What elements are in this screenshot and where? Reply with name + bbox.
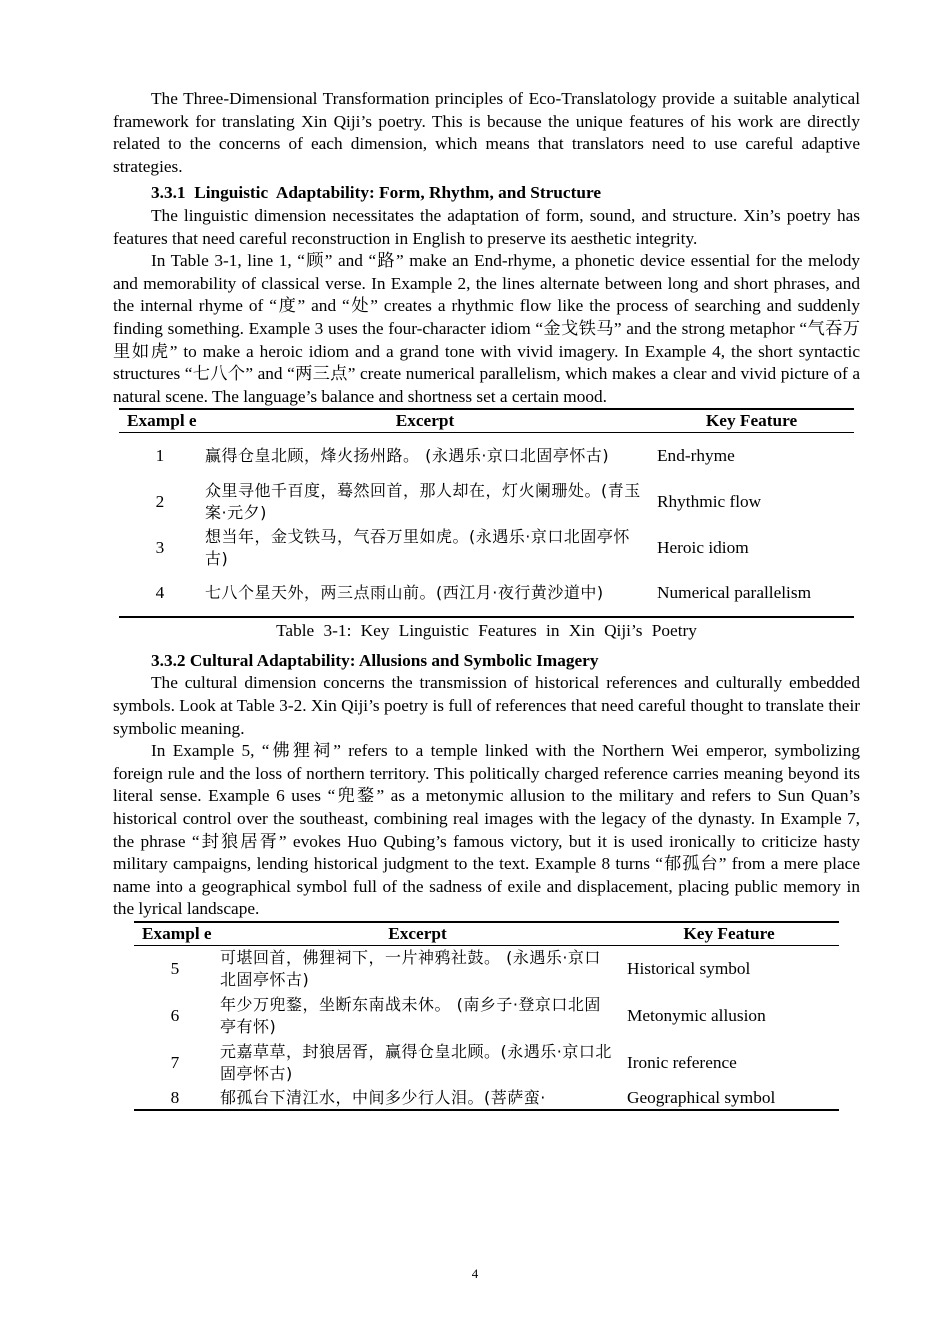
row-number: 6 — [170, 1005, 180, 1025]
cultural-paragraph-2: In Example 5, “佛狸祠” refers to a temple linked with the Northern Wei emperor, symbolizing foreign rule and the loss of northern territory. This politically charged reference carries meaning beyond its literal sense. Example 6 uses “兜鍪” as a metonymic allusion to the military and refers to Sun Quan’s historical control over the southeast, combining real images with the legacy of the dynasty. In Example 7, the phrase “封狼居胥” evokes Huo Qubing’s famous victory, but it is used ironically to criticize hasty military campaigns, lending historical judgment to the text. Example 8 turns “郁孤台” from a mere place name into a geographical symbol full of the sadness of exile and displacement, placing public memory in the lyrical landscape. — [113, 741, 860, 919]
row-excerpt: 郁孤台下清江水，中间多少行人泪。(菩萨蛮· — [220, 1087, 546, 1107]
row-feature: Historical symbol — [627, 959, 751, 979]
col-header-example: Exampl e — [119, 409, 201, 433]
row-excerpt: 可堪回首，佛狸祠下，一片神鸦社鼓。 (永遇乐·京口北固亭怀古) — [220, 948, 601, 990]
row-excerpt: 元嘉草草，封狼居胥，赢得仓皇北顾。(永遇乐·京口北固亭怀古) — [220, 1041, 612, 1083]
row-feature: Metonymic allusion — [627, 1005, 766, 1025]
col-header-example: Exampl e — [134, 922, 216, 946]
table-linguistic-features — [119, 408, 854, 618]
row-number: 5 — [170, 959, 180, 979]
row-feature: Numerical parallelism — [657, 583, 812, 603]
table-caption: Table 3-1: Key Linguistic Features in Xin Qiji’s Poetry — [276, 620, 697, 640]
row-excerpt: 七八个星天外，两三点雨山前。(西江月·夜行黄沙道中) — [205, 583, 604, 603]
table-row — [134, 1039, 839, 1086]
table-cultural-features — [134, 921, 839, 1112]
row-feature: Heroic idiom — [657, 537, 749, 557]
row-number: 1 — [155, 446, 165, 466]
table-row — [134, 992, 839, 1039]
row-number: 7 — [170, 1052, 180, 1072]
table-row — [119, 479, 854, 525]
table-row — [119, 525, 854, 571]
row-excerpt: 众里寻他千百度，蓦然回首，那人却在，灯火阑珊处。(青玉案·元夕) — [205, 480, 641, 522]
row-feature: Ironic reference — [627, 1052, 737, 1072]
section-heading-cultural: 3.3.2 Cultural Adaptability: Allusions and Symbolic Imagery — [151, 650, 599, 670]
row-feature: End-rhyme — [657, 446, 735, 466]
page-number: 4 — [471, 1266, 479, 1281]
col-header-excerpt: Excerpt — [216, 922, 619, 946]
table-row — [134, 945, 839, 992]
table-row — [119, 433, 854, 479]
row-number: 3 — [155, 537, 165, 557]
row-number: 8 — [170, 1087, 180, 1107]
intro-paragraph: The Three-Dimensional Transformation principles of Eco-Translatology provide a suitable analytical framework for translating Xin Qiji’s poetry. This is because the unique features of his work are directly related to the concerns of each dimension, which means that translators need to use careful adaptive strategies. — [113, 89, 860, 176]
cultural-paragraph-1: The cultural dimension concerns the transmission of historical references and culturally embedded symbols. Look at Table 3-2. Xin Qiji’s poetry is full of references that need careful thought to translate their symbolic meaning. — [113, 673, 860, 738]
page-body — [113, 88, 860, 1111]
row-excerpt: 年少万兜鍪，坐断东南战未休。 (南乡子·登京口北固亭有怀) — [220, 994, 601, 1036]
table-header-row — [134, 922, 839, 946]
row-excerpt: 想当年，金戈铁马，气吞万里如虎。(永遇乐·京口北固亭怀古) — [205, 526, 630, 568]
col-header-feature: Key Feature — [619, 922, 839, 946]
section-heading-linguistic: 3.3.1 Linguistic Adaptability: Form, Rhythm, and Structure — [151, 183, 601, 203]
col-header-excerpt: Excerpt — [201, 409, 649, 433]
row-feature: Geographical symbol — [627, 1087, 776, 1107]
row-number: 4 — [155, 583, 165, 603]
row-number: 2 — [155, 491, 165, 511]
row-excerpt: 赢得仓皇北顾，烽火扬州路。 (永遇乐·京口北固亭怀古) — [205, 446, 610, 466]
table-header-row — [119, 409, 854, 433]
col-header-feature: Key Feature — [649, 409, 854, 433]
row-feature: Rhythmic flow — [657, 491, 762, 511]
table-row — [134, 1086, 839, 1110]
linguistic-paragraph-2: In Table 3-1, line 1, “顾” and “路” make an End-rhyme, a phonetic device essential for the melody and memorability of classical verse. In Example 2, the lines alternate between long and short phrases, and the internal rhyme of “度” and “处” creates a rhythmic flow like the process of searching and suddenly finding something. Example 3 uses the four-character idiom “金戈铁马” and the strong metaphor “气吞万里如虎” to make a heroic idiom and a grand tone with vivid imagery. In Example 4, the short syntactic structures “七八个” and “两三点” create numerical parallelism, which makes a clear and vivid picture of a natural scene. The language’s balance and shortness set a certain mood. — [113, 251, 860, 406]
linguistic-paragraph-1: The linguistic dimension necessitates the adaptation of form, sound, and structure. Xin’s poetry has features that need careful reconstruction in English to preserve its aesthetic integrity. — [113, 205, 860, 248]
table-row — [119, 571, 854, 617]
